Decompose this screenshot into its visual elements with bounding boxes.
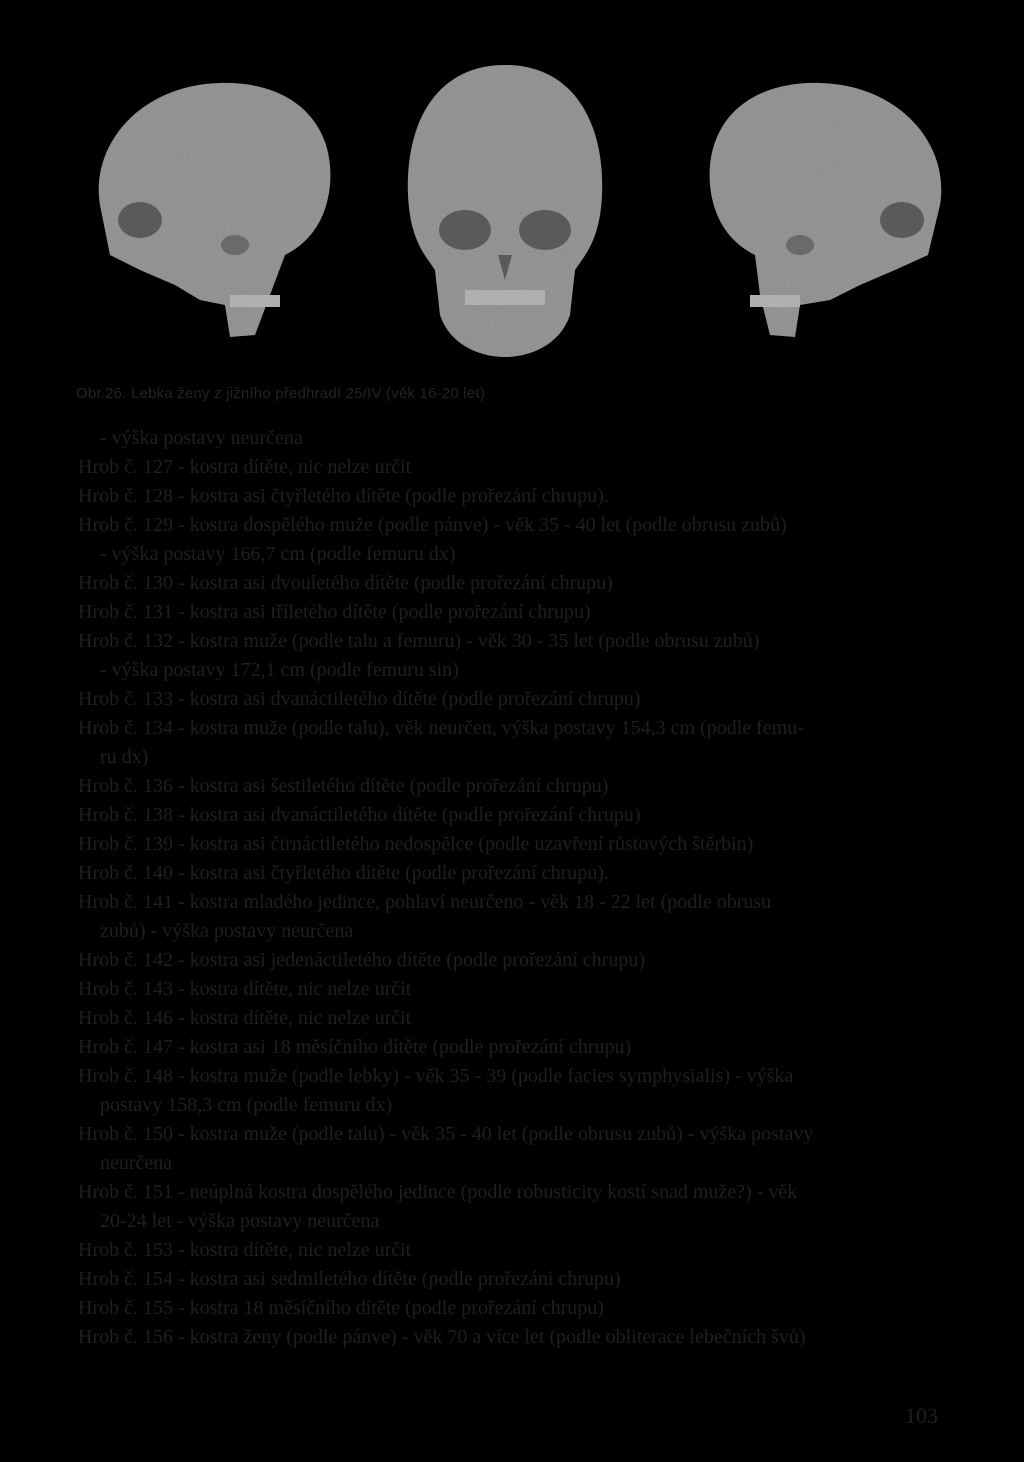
entry-line: Hrob č. 131 - kostra asi tříletého dítěte (podle prořezání chrupu)	[78, 601, 591, 623]
entry-line: Hrob č. 156 - kostra ženy (podle pánve) - věk 70 a více let (podle obliterace lebečních švů)	[78, 1326, 806, 1348]
entry-line: Hrob č. 139 - kostra asi čtrnáctiletého nedospělce (podle uzavření růstových štěrbin)	[78, 833, 754, 855]
entry-line: Hrob č. 129 - kostra dospělého muže (podle pánve) - věk 35 - 40 let (podle obrusu zubů)	[78, 514, 787, 536]
entry-line: Hrob č. 154 - kostra asi sedmiletého dítěte (podle prořezání chrupu)	[78, 1268, 621, 1290]
page-number: 103	[905, 1403, 938, 1428]
entry-line: Hrob č. 143 - kostra dítěte, nic nelze určit	[78, 978, 412, 1000]
figure-caption: Obr.26. Lebka ženy z jižního předhradí 25/IV (věk 16-20 let)	[76, 385, 485, 402]
entry-line: - výška postavy neurčena	[100, 427, 303, 449]
entry-line: Hrob č. 153 - kostra dítěte, nic nelze určit	[78, 1239, 412, 1261]
entry-line: Hrob č. 130 - kostra asi dvouletého dítěte (podle prořezání chrupu)	[78, 572, 613, 594]
entry-line: Hrob č. 142 - kostra asi jedenáctiletého dítěte (podle prořezání chrupu)	[78, 949, 646, 971]
entry-line: - výška postavy 172,1 cm (podle femuru sin)	[100, 659, 459, 681]
skull-left-profile-image	[80, 55, 350, 365]
entry-line: Hrob č. 127 - kostra dítěte, nic nelze určit	[78, 456, 412, 478]
entry-line: Hrob č. 150 - kostra muže (podle talu) - věk 35 - 40 let (podle obrusu zubů) - výška postavy	[78, 1123, 814, 1145]
entry-line: Hrob č. 133 - kostra asi dvanáctiletého dítěte (podle prořezání chrupu)	[78, 688, 641, 710]
entry-line: ru dx)	[100, 746, 149, 768]
skull-right-profile-image	[670, 55, 960, 365]
entry-line: Hrob č. 138 - kostra asi dvanáctiletého dítěte (podle prořezání chrupu)	[78, 804, 641, 826]
grave-entries-list	[78, 424, 958, 1352]
entry-line: - výška postavy 166,7 cm (podle femuru dx)	[100, 543, 456, 565]
entry-line: zubů) - výška postavy neurčena	[100, 920, 354, 942]
entry-line: Hrob č. 136 - kostra asi šestiletého dítěte (podle prořezání chrupu)	[78, 775, 609, 797]
entry-line: Hrob č. 151 - neúplná kostra dospělého jedince (podle robusticity kostí snad muže?) - věk	[78, 1181, 798, 1203]
entry-line: Hrob č. 148 - kostra muže (podle lebky) - věk 35 - 39 (podle facies symphysialis) - výška	[78, 1065, 794, 1087]
skull-frontal-image	[390, 55, 620, 365]
entry-line: Hrob č. 140 - kostra asi čtyřletého dítěte (podle prořezání chrupu).	[78, 862, 609, 884]
entry-line: 20-24 let - výška postavy neurčena	[100, 1210, 380, 1232]
skull-figure	[60, 55, 980, 375]
entry-line: Hrob č. 141 - kostra mladého jedince, pohlaví neurčeno - věk 18 - 22 let (podle obrusu	[78, 891, 772, 913]
entry-line: Hrob č. 132 - kostra muže (podle talu a femuru) - věk 30 - 35 let (podle obrusu zubů)	[78, 630, 760, 652]
entry-line: Hrob č. 146 - kostra dítěte, nic nelze určit	[78, 1007, 412, 1029]
entry-line: Hrob č. 134 - kostra muže (podle talu), věk neurčen, výška postavy 154,3 cm (podle femu-	[78, 717, 804, 739]
entry-line: Hrob č. 155 - kostra 18 měsíčního dítěte (podle prořezání chrupu)	[78, 1297, 604, 1319]
entry-line: Hrob č. 128 - kostra asi čtyřletého dítěte (podle prořezání chrupu).	[78, 485, 609, 507]
entry-line: neurčena	[100, 1152, 173, 1174]
entry-line: Hrob č. 147 - kostra asi 18 měsíčního dítěte (podle prořezání chrupu)	[78, 1036, 632, 1058]
entry-line: postavy 158,3 cm (podle femuru dx)	[100, 1094, 393, 1116]
